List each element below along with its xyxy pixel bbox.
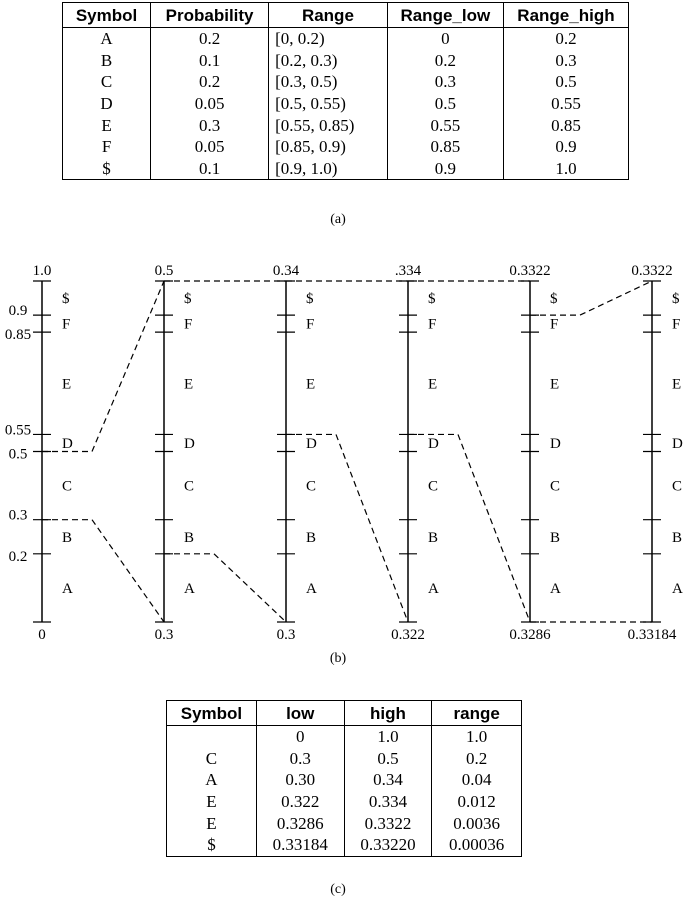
table-row bbox=[63, 71, 629, 93]
table-cell: 0.85 bbox=[503, 114, 628, 136]
symbol-label: D bbox=[62, 435, 73, 452]
zoom-dashed-line bbox=[42, 281, 164, 452]
column-header: high bbox=[344, 701, 432, 726]
symbol-label: E bbox=[428, 376, 438, 393]
symbol-label: $ bbox=[184, 291, 192, 308]
symbol-label: F bbox=[306, 316, 315, 333]
table-cell bbox=[167, 726, 257, 748]
axis-bottom-label: 0 bbox=[38, 627, 46, 643]
column-header: Probability bbox=[151, 3, 269, 28]
left-tick-label: 0.2 bbox=[8, 548, 28, 565]
table-cell: 0.3 bbox=[387, 71, 503, 93]
encoding-steps-table bbox=[166, 700, 522, 857]
table-cell: 0.34 bbox=[344, 769, 432, 791]
table-cell: 0.2 bbox=[503, 28, 628, 50]
table-row bbox=[167, 834, 522, 856]
symbol-label: F bbox=[672, 316, 681, 333]
column-header: Range bbox=[269, 3, 388, 28]
symbol-label: A bbox=[672, 580, 683, 597]
encoding-steps-body bbox=[167, 726, 522, 857]
symbol-label: D bbox=[550, 435, 561, 452]
symbol-label: B bbox=[550, 529, 561, 546]
left-tick-label: 0.55 bbox=[4, 422, 32, 439]
table-cell: 0.1 bbox=[151, 158, 269, 180]
zoom-dashed-line bbox=[286, 434, 408, 622]
table-cell: $ bbox=[167, 834, 257, 856]
table-cell: 0.05 bbox=[151, 136, 269, 158]
table-cell: 0 bbox=[256, 726, 344, 748]
symbol-label: F bbox=[62, 316, 71, 333]
symbol-label: $ bbox=[306, 291, 314, 308]
table-cell: E bbox=[167, 812, 257, 834]
symbol-label: D bbox=[184, 435, 195, 452]
column-header: Range_high bbox=[503, 3, 628, 28]
caption-b: (b) bbox=[329, 651, 347, 666]
axis-bottom-label: 0.3286 bbox=[509, 627, 551, 643]
symbol-label: D bbox=[672, 435, 683, 452]
symbol-label: E bbox=[672, 376, 682, 393]
axis-bottom-label: 0.33184 bbox=[627, 627, 677, 643]
symbol-label: $ bbox=[62, 291, 70, 308]
column-header: low bbox=[256, 701, 344, 726]
table-cell: 0.3 bbox=[256, 748, 344, 770]
table-cell: 0.5 bbox=[503, 71, 628, 93]
table-cell: [0.3, 0.5) bbox=[269, 71, 388, 93]
table-row bbox=[63, 28, 629, 50]
zoom-dashed-line bbox=[530, 281, 652, 315]
symbol-label: E bbox=[184, 376, 194, 393]
table-cell: 0.2 bbox=[151, 28, 269, 50]
table-cell: 0.3 bbox=[503, 50, 628, 72]
symbol-label: C bbox=[306, 478, 317, 495]
left-tick-label: 0.9 bbox=[8, 303, 28, 320]
table-cell: 1.0 bbox=[344, 726, 432, 748]
symbol-label: F bbox=[428, 316, 437, 333]
symbol-label: C bbox=[550, 478, 561, 495]
table-cell: F bbox=[63, 136, 151, 158]
table-cell: [0, 0.2) bbox=[269, 28, 388, 50]
axis-bottom-label: 0.322 bbox=[391, 627, 425, 643]
table-cell: 0.9 bbox=[503, 136, 628, 158]
symbol-label: B bbox=[428, 529, 439, 546]
table-cell: 0.00036 bbox=[432, 834, 522, 856]
left-tick-label: 0.85 bbox=[4, 327, 32, 344]
table-cell: 0.33220 bbox=[344, 834, 432, 856]
table-cell: 0.9 bbox=[387, 158, 503, 180]
table-cell: C bbox=[167, 748, 257, 770]
table-cell: 0.2 bbox=[151, 71, 269, 93]
zoom-dashed-line bbox=[164, 554, 286, 622]
table-cell: 0.5 bbox=[344, 748, 432, 770]
table-cell: 0.1 bbox=[151, 50, 269, 72]
symbol-label: C bbox=[428, 478, 439, 495]
table-cell: C bbox=[63, 71, 151, 93]
symbol-label: A bbox=[184, 580, 195, 597]
symbol-label: $ bbox=[672, 291, 680, 308]
probability-table-header bbox=[63, 3, 629, 28]
table-cell: 0.85 bbox=[387, 136, 503, 158]
probability-table-body bbox=[63, 28, 629, 180]
axis-top-label: 0.34 bbox=[272, 263, 300, 279]
left-tick-label: 0.5 bbox=[8, 446, 28, 463]
symbol-label: E bbox=[306, 376, 316, 393]
table-cell: [0.55, 0.85) bbox=[269, 114, 388, 136]
symbol-label: F bbox=[184, 316, 193, 333]
symbol-label: A bbox=[62, 580, 73, 597]
axis-top-label: 0.3322 bbox=[509, 263, 551, 279]
table-cell: 0.55 bbox=[503, 93, 628, 115]
table-cell: 0.33184 bbox=[256, 834, 344, 856]
table-row bbox=[167, 726, 522, 748]
table-cell: 0.2 bbox=[432, 748, 522, 770]
axis-top-label: 1.0 bbox=[32, 263, 52, 279]
symbol-label: D bbox=[306, 435, 317, 452]
table-cell: 0.3322 bbox=[344, 812, 432, 834]
symbol-label: D bbox=[428, 435, 439, 452]
symbol-label: B bbox=[62, 529, 73, 546]
table-row bbox=[167, 748, 522, 770]
symbol-label: A bbox=[550, 580, 561, 597]
table-cell: D bbox=[63, 93, 151, 115]
table-cell: 0.5 bbox=[387, 93, 503, 115]
table-cell: 0.0036 bbox=[432, 812, 522, 834]
table-cell: 0.55 bbox=[387, 114, 503, 136]
symbol-label: C bbox=[672, 478, 683, 495]
symbol-label: A bbox=[306, 580, 317, 597]
table-row bbox=[167, 812, 522, 834]
table-row bbox=[63, 158, 629, 180]
table-cell: 0.05 bbox=[151, 93, 269, 115]
table-cell: A bbox=[63, 28, 151, 50]
symbol-label: C bbox=[184, 478, 195, 495]
caption-a: (a) bbox=[330, 212, 346, 227]
table-cell: 0.012 bbox=[432, 791, 522, 813]
axis-bottom-label: 0.3 bbox=[154, 627, 174, 643]
symbol-label: A bbox=[428, 580, 439, 597]
table-cell: [0.85, 0.9) bbox=[269, 136, 388, 158]
table-cell: [0.2, 0.3) bbox=[269, 50, 388, 72]
column-header: Range_low bbox=[387, 3, 503, 28]
axis-top-label: 0.3322 bbox=[631, 263, 673, 279]
symbol-label: B bbox=[672, 529, 683, 546]
table-cell: 0.3286 bbox=[256, 812, 344, 834]
table-cell: 0.3 bbox=[151, 114, 269, 136]
arithmetic-coding-diagram bbox=[0, 250, 685, 670]
zoom-dashed-line bbox=[408, 434, 530, 622]
symbol-label: $ bbox=[550, 291, 558, 308]
table-row bbox=[63, 50, 629, 72]
symbol-label: $ bbox=[428, 291, 436, 308]
table-cell: E bbox=[167, 791, 257, 813]
table-cell: B bbox=[63, 50, 151, 72]
table-row bbox=[167, 791, 522, 813]
axis-top-label: 0.5 bbox=[154, 263, 174, 279]
table-row bbox=[63, 93, 629, 115]
symbol-label: E bbox=[550, 376, 560, 393]
table-cell: $ bbox=[63, 158, 151, 180]
symbol-label: F bbox=[550, 316, 559, 333]
symbol-label: E bbox=[62, 376, 72, 393]
table-cell: A bbox=[167, 769, 257, 791]
table-row bbox=[63, 136, 629, 158]
column-header: range bbox=[432, 701, 522, 726]
table-cell: E bbox=[63, 114, 151, 136]
table-cell: 0.04 bbox=[432, 769, 522, 791]
table-cell: 0.30 bbox=[256, 769, 344, 791]
caption-c: (c) bbox=[330, 882, 346, 897]
zoom-dashed-line bbox=[42, 520, 164, 622]
table-row bbox=[63, 114, 629, 136]
table-cell: 1.0 bbox=[432, 726, 522, 748]
column-header: Symbol bbox=[167, 701, 257, 726]
symbol-label: C bbox=[62, 478, 73, 495]
symbol-label: B bbox=[306, 529, 317, 546]
table-row bbox=[167, 769, 522, 791]
table-cell: 0.322 bbox=[256, 791, 344, 813]
axis-top-label: .334 bbox=[394, 263, 422, 279]
table-cell: [0.5, 0.55) bbox=[269, 93, 388, 115]
left-tick-label: 0.3 bbox=[8, 507, 28, 524]
table-cell: 0 bbox=[387, 28, 503, 50]
table-cell: 1.0 bbox=[503, 158, 628, 180]
table-cell: [0.9, 1.0) bbox=[269, 158, 388, 180]
encoding-steps-header bbox=[167, 701, 522, 726]
axis-bottom-label: 0.3 bbox=[276, 627, 296, 643]
symbol-label: B bbox=[184, 529, 195, 546]
table-cell: 0.334 bbox=[344, 791, 432, 813]
column-header: Symbol bbox=[63, 3, 151, 28]
probability-table bbox=[62, 2, 629, 180]
table-cell: 0.2 bbox=[387, 50, 503, 72]
